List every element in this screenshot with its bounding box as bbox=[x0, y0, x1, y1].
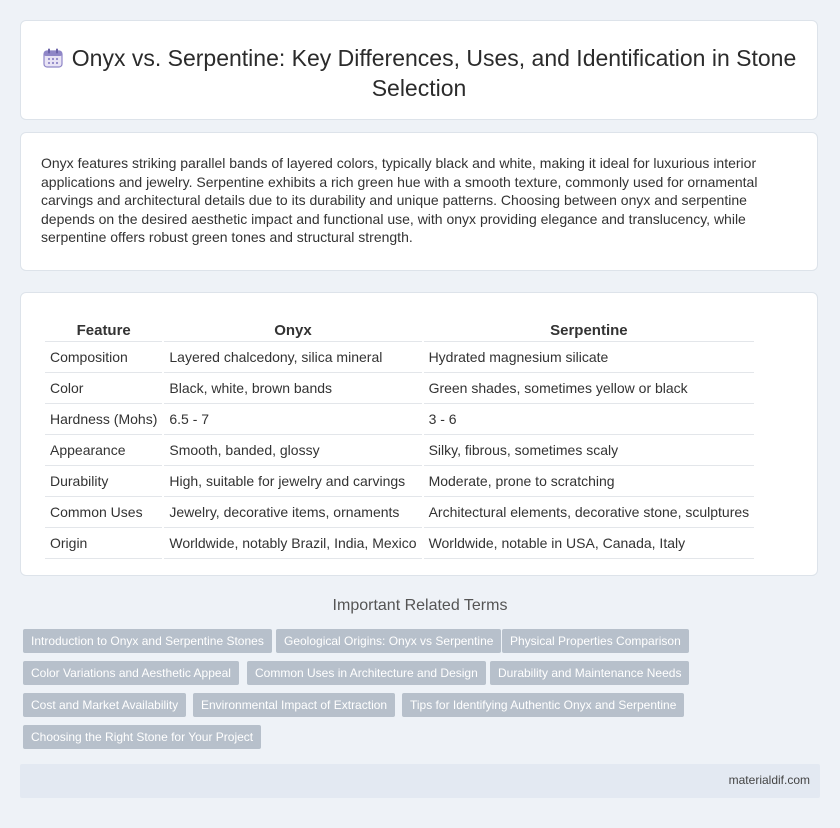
table-cell: Moderate, prone to scratching bbox=[424, 466, 755, 497]
table-cell: 6.5 - 7 bbox=[164, 404, 421, 435]
intro-card bbox=[20, 132, 818, 271]
related-term-tag[interactable]: Physical Properties Comparison bbox=[502, 629, 689, 653]
related-term-tag[interactable]: Geological Origins: Onyx vs Serpentine bbox=[276, 629, 501, 653]
comparison-table bbox=[43, 313, 756, 559]
related-term-tag[interactable]: Choosing the Right Stone for Your Project bbox=[23, 725, 261, 749]
header-feature: Feature bbox=[45, 313, 162, 342]
header-onyx: Onyx bbox=[164, 313, 421, 342]
table-header-row bbox=[45, 313, 754, 342]
table-cell: Layered chalcedony, silica mineral bbox=[164, 342, 421, 373]
table-cell: Hydrated magnesium silicate bbox=[424, 342, 755, 373]
table-cell: Green shades, sometimes yellow or black bbox=[424, 373, 755, 404]
table-row bbox=[45, 373, 754, 404]
related-term-tag[interactable]: Introduction to Onyx and Serpentine Stones bbox=[23, 629, 272, 653]
table-cell: Jewelry, decorative items, ornaments bbox=[164, 497, 421, 528]
related-term-tag[interactable]: Environmental Impact of Extraction bbox=[193, 693, 395, 717]
table-cell: Durability bbox=[45, 466, 162, 497]
table-row bbox=[45, 435, 754, 466]
table-cell: Smooth, banded, glossy bbox=[164, 435, 421, 466]
related-term-tag[interactable]: Color Variations and Aesthetic Appeal bbox=[23, 661, 239, 685]
table-cell: Architectural elements, decorative stone, sculptures bbox=[424, 497, 755, 528]
table-cell: Worldwide, notable in USA, Canada, Italy bbox=[424, 528, 755, 559]
related-term-tag[interactable]: Cost and Market Availability bbox=[23, 693, 186, 717]
footer-site-link[interactable]: materialdif.com bbox=[728, 773, 810, 787]
table-cell: Appearance bbox=[45, 435, 162, 466]
comparison-table-card bbox=[20, 292, 818, 576]
table-row bbox=[45, 528, 754, 559]
header-serpentine: Serpentine bbox=[424, 313, 755, 342]
related-term-tag[interactable]: Tips for Identifying Authentic Onyx and Serpentine bbox=[402, 693, 684, 717]
related-term-tag[interactable]: Durability and Maintenance Needs bbox=[490, 661, 689, 685]
table-cell: Common Uses bbox=[45, 497, 162, 528]
table-row bbox=[45, 342, 754, 373]
table-row bbox=[45, 404, 754, 435]
footer bbox=[20, 764, 820, 798]
table-cell: High, suitable for jewelry and carvings bbox=[164, 466, 421, 497]
related-terms-title: Important Related Terms bbox=[332, 597, 508, 614]
table-cell: Color bbox=[45, 373, 162, 404]
table-cell: Composition bbox=[45, 342, 162, 373]
intro-paragraph: Onyx features striking parallel bands of layered colors, typically black and white, making it ideal for luxurious interior applications and jewelry. Serpentine exhibits a rich green hue with a smooth texture, commonly used for ornamental carvings and architectural details due to its durability and unique patterns. Choosing between onyx and serpentine depends on the desired aesthetic impact and functional use, with onyx providing elegance and translucency, while serpentine offers robust green tones and structural strength. bbox=[41, 155, 758, 245]
page-title: Onyx vs. Serpentine: Key Differences, Uses, and Identification in Stone Selection bbox=[71, 45, 797, 101]
table-cell: Worldwide, notably Brazil, India, Mexico bbox=[164, 528, 421, 559]
related-term-tag[interactable]: Common Uses in Architecture and Design bbox=[247, 661, 486, 685]
table-cell: 3 - 6 bbox=[424, 404, 755, 435]
calendar-icon bbox=[42, 47, 64, 69]
page-title-row bbox=[21, 43, 817, 103]
table-cell: Origin bbox=[45, 528, 162, 559]
table-cell: Black, white, brown bands bbox=[164, 373, 421, 404]
table-row bbox=[45, 466, 754, 497]
table-cell: Hardness (Mohs) bbox=[45, 404, 162, 435]
table-row bbox=[45, 497, 754, 528]
table-cell: Silky, fibrous, sometimes scaly bbox=[424, 435, 755, 466]
header-card bbox=[20, 20, 818, 120]
